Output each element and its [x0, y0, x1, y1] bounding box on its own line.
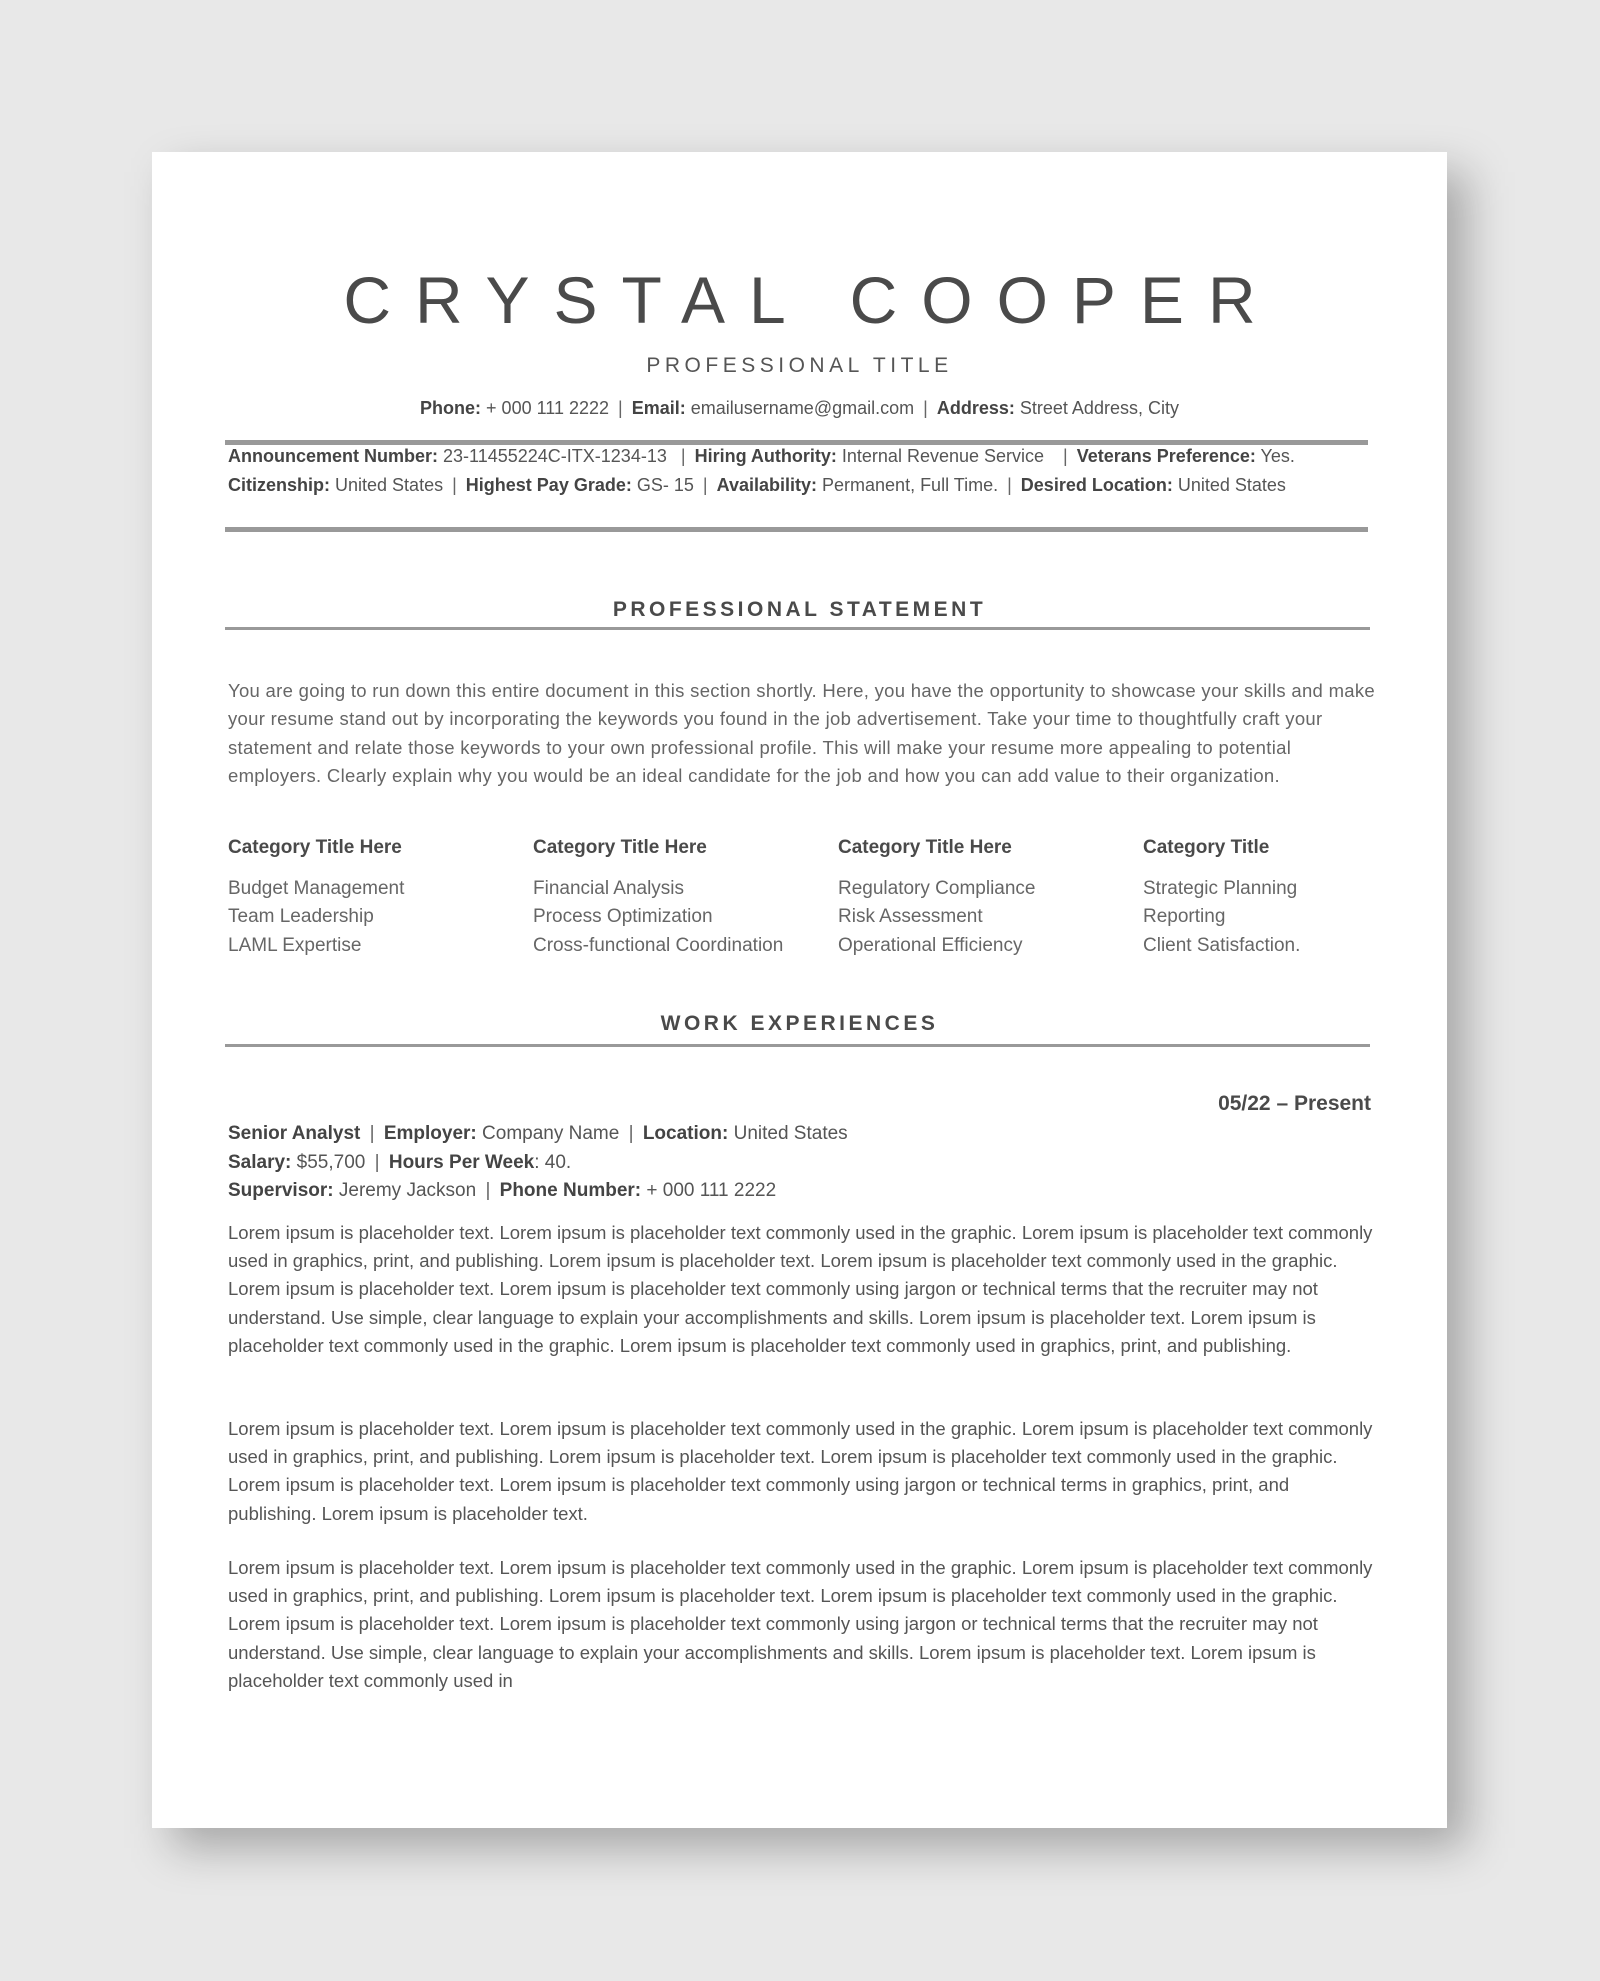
supervisor-label: Supervisor:: [228, 1180, 334, 1201]
section-heading-professional-statement: PROFESSIONAL STATEMENT: [612, 598, 987, 621]
separator: |: [1007, 475, 1012, 495]
location-label: Location:: [642, 1123, 729, 1144]
resume-page: [152, 152, 1447, 1828]
category-title: Category Title: [1143, 837, 1270, 858]
skill-item: Operational Efficiency: [838, 934, 1023, 956]
desired-location-value: United States: [1177, 475, 1286, 495]
job-meta: [228, 1120, 848, 1206]
candidate-name: CRYSTAL COOPER: [343, 263, 1280, 337]
job-meta-line-2: [228, 1149, 848, 1178]
citizenship-value: United States: [335, 475, 444, 495]
hiring-authority-label: Hiring Authority:: [694, 446, 837, 466]
pay-grade-label: Highest Pay Grade:: [465, 475, 632, 495]
job-info-block: [228, 442, 1378, 500]
job-description-paragraph: Lorem ipsum is placeholder text. Lorem ipsum is placeholder text commonly used in the graphic. Lorem ipsum is placeholder text commonly used in graphics, print, and publishing. Lorem ipsum is placeholder text. Lorem ipsum is placeholder text commonly used in the graphic. Lorem ipsum is placeholder text. Lorem ipsum is placeholder text commonly using jargon or technical terms that the recruiter may not understand. Use simple, clear language to explain your accomplishments and skills. Lorem ipsum is placeholder text. Lorem ipsum is placeholder text commonly used in the graphic. Lorem ipsum is placeholder text commonly used in graphics, print, and publishing.: [228, 1222, 1373, 1356]
hours-label: Hours Per Week: [388, 1151, 535, 1173]
skill-item: Client Satisfaction.: [1143, 934, 1301, 956]
salary-label: Salary:: [228, 1151, 292, 1173]
section-rule: [225, 1044, 1370, 1047]
separator: |: [923, 398, 928, 418]
job-info-line-1: [228, 442, 1378, 471]
address-label: Address:: [936, 398, 1015, 418]
category-title: Category Title Here: [533, 837, 707, 858]
availability-label: Availability:: [716, 475, 817, 495]
phone-label: Phone:: [420, 398, 482, 418]
employer-value: Company Name: [482, 1123, 620, 1144]
citizenship-label: Citizenship:: [228, 475, 330, 495]
job-description-paragraph: Lorem ipsum is placeholder text. Lorem ipsum is placeholder text commonly used in the graphic. Lorem ipsum is placeholder text commonly used in graphics, print, and publishing. Lorem ipsum is placeholder text. Lorem ipsum is placeholder text commonly used in the graphic. Lorem ipsum is placeholder text. Lorem ipsum is placeholder text commonly using jargon or technical terms in graphics, print, and publishing. Lorem ipsum is placeholder text.: [228, 1418, 1373, 1524]
skill-category: [533, 834, 838, 960]
skill-category: [1143, 834, 1373, 960]
announcement-label: Announcement Number:: [228, 446, 439, 466]
skill-item: Risk Assessment: [838, 906, 983, 928]
phone-value: + 000 111 2222: [486, 398, 609, 418]
skill-item: Reporting: [1143, 906, 1226, 928]
salary-value: $55,700: [296, 1151, 366, 1173]
veterans-value: Yes.: [1260, 446, 1295, 466]
skill-category: [838, 834, 1143, 960]
separator: |: [485, 1180, 491, 1201]
supervisor-phone-label: Phone Number:: [499, 1180, 642, 1201]
separator: |: [1063, 446, 1068, 466]
skill-item: LAML Expertise: [228, 934, 362, 956]
separator: |: [702, 475, 708, 495]
skill-item: Financial Analysis: [533, 878, 685, 899]
professional-statement-text: You are going to run down this entire document in this section shortly. Here, you have the opportunity to showcase your skills and make your resume stand out by incorporating the keywords you found in the job advertisement. Take your time to thoughtfully craft your statement and relate those keywords to your own professional profile. This will make your resume more appealing to potential employers. Clearly explain why you would be an ideal candidate for the job and how you can add value to their organization.: [228, 680, 1376, 786]
address-value: Street Address, City: [1019, 398, 1179, 418]
separator: |: [374, 1151, 380, 1173]
announcement-value: 23-11455224C-ITX-1234-13: [443, 446, 667, 466]
email-value: emailusername@gmail.com: [690, 398, 915, 418]
skill-item: Cross-functional Coordination: [533, 934, 784, 956]
category-title: Category Title Here: [228, 837, 402, 858]
pay-grade-value: GS- 15: [636, 475, 694, 495]
skill-category: [228, 834, 533, 960]
email-label: Email:: [631, 398, 686, 418]
job-dates: 05/22 – Present: [1218, 1092, 1371, 1115]
separator: |: [369, 1123, 375, 1144]
category-title: Category Title Here: [838, 837, 1012, 858]
job-description-paragraph: Lorem ipsum is placeholder text. Lorem ipsum is placeholder text commonly used in the graphic. Lorem ipsum is placeholder text commonly used in graphics, print, and publishing. Lorem ipsum is placeholder text. Lorem ipsum is placeholder text commonly used in the graphic. Lorem ipsum is placeholder text. Lorem ipsum is placeholder text commonly using jargon or technical terms that the recruiter may not understand. Use simple, clear language to explain your accomplishments and skills. Lorem ipsum is placeholder text. Lorem ipsum is placeholder text commonly used in: [228, 1557, 1373, 1691]
separator: |: [452, 475, 457, 495]
availability-value: Permanent, Full Time.: [822, 475, 999, 495]
location-value: United States: [733, 1123, 848, 1144]
section-heading-work-experiences: WORK EXPERIENCES: [660, 1012, 939, 1035]
skill-item: Regulatory Compliance: [838, 878, 1036, 899]
hiring-authority-value: Internal Revenue Service: [841, 446, 1045, 466]
skill-item: Strategic Planning: [1143, 878, 1298, 899]
employer-label: Employer:: [383, 1123, 477, 1144]
skill-categories: [228, 834, 1378, 960]
divider-bottom: [225, 527, 1368, 532]
supervisor-phone-value: + 000 111 2222: [646, 1180, 777, 1201]
supervisor-value: Jeremy Jackson: [338, 1180, 477, 1201]
professional-title: PROFESSIONAL TITLE: [646, 354, 953, 377]
separator: |: [628, 1123, 634, 1144]
contact-line: [152, 398, 1447, 419]
section-rule: [225, 627, 1370, 630]
skill-item: Team Leadership: [228, 906, 374, 928]
position-title: Senior Analyst: [228, 1123, 361, 1144]
job-meta-line-3: [228, 1177, 848, 1206]
skill-item: Process Optimization: [533, 906, 713, 928]
desired-location-label: Desired Location:: [1020, 475, 1173, 495]
job-meta-line-1: [228, 1120, 848, 1149]
skill-item: Budget Management: [228, 878, 405, 899]
veterans-label: Veterans Preference:: [1076, 446, 1256, 466]
hours-value: : 40.: [534, 1151, 572, 1173]
job-info-line-2: [228, 471, 1378, 500]
separator: |: [680, 446, 686, 466]
separator: |: [618, 398, 623, 418]
